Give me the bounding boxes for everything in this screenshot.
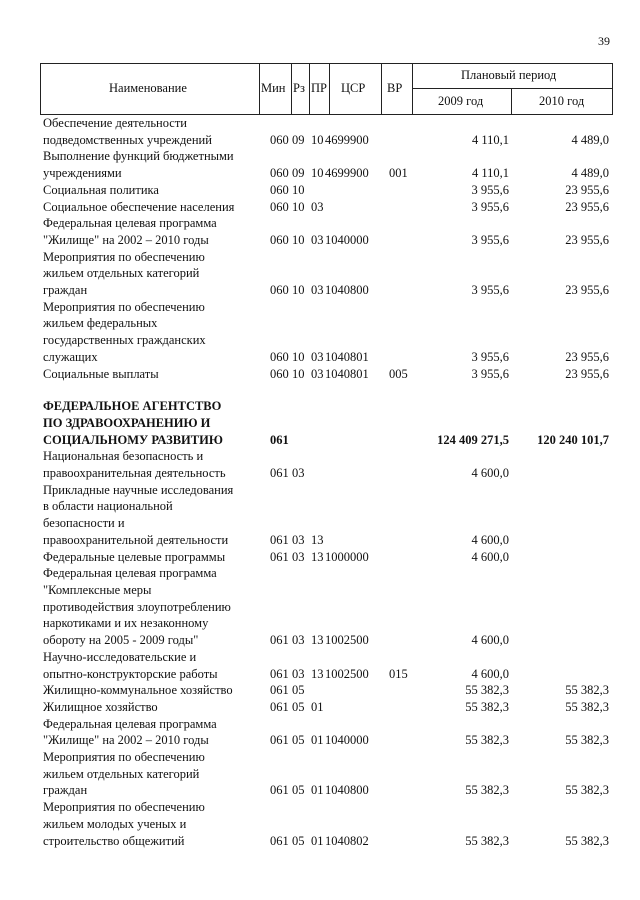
cell-pr: 03	[311, 232, 324, 247]
header-divider	[259, 64, 260, 114]
row-name	[43, 182, 265, 199]
cell-min: 060	[270, 283, 289, 298]
cell-2010: 23 955,6	[565, 232, 609, 247]
row-name-line: противодействия злоупотреблению	[43, 599, 231, 614]
cell-2009: 55 382,3	[465, 683, 509, 698]
cell-2009: 4 110,1	[471, 132, 509, 147]
row-name-line: Мероприятия по обеспечению	[43, 249, 205, 264]
table-row	[0, 649, 640, 682]
table-header	[40, 63, 613, 115]
cell-min: 060	[270, 366, 289, 381]
row-name-line: жильем отдельных категорий	[43, 766, 200, 781]
cell-rz: 05	[292, 699, 305, 714]
header-divider	[511, 88, 512, 114]
cell-min: 061	[270, 666, 289, 681]
row-name-line: ПО ЗДРАВООХРАНЕНИЮ И	[43, 415, 211, 430]
row-name	[43, 199, 265, 216]
row-name-line: в области национальной	[43, 499, 173, 514]
row-name-line: Жилищное хозяйство	[43, 699, 158, 714]
cell-min: 061	[270, 466, 289, 481]
row-name	[43, 565, 265, 649]
cell-csr: 4699900	[325, 132, 369, 147]
row-name	[43, 799, 265, 849]
row-name-line: государственных гражданских	[43, 333, 206, 348]
row-name-line: граждан	[43, 283, 88, 298]
cell-2009: 124 409 271,5	[437, 432, 509, 447]
page-number: 39	[598, 34, 610, 48]
row-name-line: учреждениями	[43, 166, 122, 181]
table-row	[0, 799, 640, 849]
header-pr: ПР	[311, 81, 327, 95]
cell-vr: 001	[389, 166, 408, 181]
cell-rz: 03	[292, 532, 305, 547]
row-name-line: жильем молодых ученых и	[43, 816, 187, 831]
cell-rz: 09	[292, 132, 305, 147]
cell-rz: 03	[292, 549, 305, 564]
row-name-line: "Комплексные меры	[43, 582, 152, 597]
table-row	[0, 549, 640, 566]
row-name-line: Социальные выплаты	[43, 366, 159, 381]
cell-2010: 55 382,3	[565, 783, 609, 798]
cell-min: 061	[270, 699, 289, 714]
row-name-line: жильем отдельных категорий	[43, 266, 200, 281]
cell-2009: 4 600,0	[471, 666, 509, 681]
cell-rz: 05	[292, 783, 305, 798]
table-row	[0, 398, 640, 448]
cell-2010: 23 955,6	[565, 283, 609, 298]
cell-rz: 03	[292, 666, 305, 681]
cell-csr: 1000000	[325, 549, 369, 564]
table-row	[0, 482, 640, 549]
cell-2009: 55 382,3	[465, 783, 509, 798]
row-name	[43, 115, 265, 148]
cell-min: 061	[270, 549, 289, 564]
cell-csr: 1002500	[325, 633, 369, 648]
header-vr: ВР	[387, 81, 403, 95]
cell-pr: 13	[311, 633, 324, 648]
table-row	[0, 699, 640, 716]
header-divider	[412, 88, 612, 89]
table-row	[0, 366, 640, 383]
cell-2009: 4 110,1	[471, 166, 509, 181]
cell-2009: 4 600,0	[471, 549, 509, 564]
cell-pr: 13	[311, 666, 324, 681]
header-divider	[412, 64, 413, 114]
cell-rz: 10	[292, 349, 305, 364]
cell-min: 060	[270, 166, 289, 181]
cell-rz: 09	[292, 166, 305, 181]
row-name-line: Федеральная целевая программа	[43, 566, 217, 581]
cell-2009: 55 382,3	[465, 699, 509, 714]
row-name-line: "Жилище" на 2002 – 2010 годы	[43, 232, 209, 247]
cell-min: 061	[270, 532, 289, 547]
row-name	[43, 215, 265, 248]
cell-2010: 23 955,6	[565, 366, 609, 381]
cell-rz: 05	[292, 833, 305, 848]
row-name	[43, 249, 265, 299]
row-name-line: СОЦИАЛЬНОМУ РАЗВИТИЮ	[43, 432, 223, 447]
cell-vr: 005	[389, 366, 408, 381]
cell-rz: 10	[292, 283, 305, 298]
row-name-line: обороту на 2005 - 2009 годы"	[43, 633, 199, 648]
cell-pr: 01	[311, 733, 324, 748]
cell-pr: 03	[311, 199, 324, 214]
cell-pr: 01	[311, 783, 324, 798]
row-name-line: жильем федеральных	[43, 316, 158, 331]
cell-2009: 3 955,6	[471, 182, 509, 197]
row-name	[43, 682, 265, 699]
cell-min: 061	[270, 432, 289, 447]
row-name-line: Федеральные целевые программы	[43, 549, 226, 564]
cell-min: 061	[270, 683, 289, 698]
cell-2009: 3 955,6	[471, 283, 509, 298]
header-rz: Рз	[293, 81, 305, 95]
cell-2010: 55 382,3	[565, 699, 609, 714]
table-row	[0, 199, 640, 216]
row-name-line: опытно-конструкторские работы	[43, 666, 218, 681]
row-name-line: служащих	[43, 349, 98, 364]
header-divider	[329, 64, 330, 114]
header-divider	[291, 64, 292, 114]
cell-vr: 015	[389, 666, 408, 681]
row-name	[43, 549, 265, 566]
row-name-line: Мероприятия по обеспечению	[43, 800, 205, 815]
cell-rz: 03	[292, 466, 305, 481]
row-name-line: Мероприятия по обеспечению	[43, 750, 205, 765]
cell-2010: 4 489,0	[571, 132, 609, 147]
cell-2009: 4 600,0	[471, 633, 509, 648]
cell-rz: 10	[292, 232, 305, 247]
table-row	[0, 565, 640, 649]
cell-2009: 3 955,6	[471, 199, 509, 214]
row-name	[43, 749, 265, 799]
row-name	[43, 482, 265, 549]
cell-rz: 10	[292, 199, 305, 214]
table-row	[0, 115, 640, 148]
header-csr: ЦСР	[341, 81, 366, 95]
row-name	[43, 148, 265, 181]
cell-2010: 55 382,3	[565, 683, 609, 698]
table-row	[0, 682, 640, 699]
table-row	[0, 749, 640, 799]
row-name-line: правоохранительная деятельность	[43, 466, 226, 481]
cell-2010: 23 955,6	[565, 349, 609, 364]
cell-pr: 03	[311, 366, 324, 381]
row-name-line: Мероприятия по обеспечению	[43, 299, 205, 314]
cell-pr: 03	[311, 349, 324, 364]
cell-2009: 3 955,6	[471, 232, 509, 247]
cell-rz: 10	[292, 366, 305, 381]
cell-2009: 55 382,3	[465, 833, 509, 848]
table-row	[0, 148, 640, 181]
cell-csr: 1040801	[325, 366, 369, 381]
table-row	[0, 249, 640, 299]
row-name-line: подведомственных учреждений	[43, 132, 212, 147]
row-name-line: Выполнение функций бюджетными	[43, 149, 234, 164]
cell-min: 060	[270, 232, 289, 247]
cell-2010: 120 240 101,7	[537, 432, 609, 447]
row-name-line: Обеспечение деятельности	[43, 116, 188, 130]
cell-min: 060	[270, 199, 289, 214]
row-name	[43, 299, 265, 366]
cell-min: 061	[270, 633, 289, 648]
row-name-line: Социальная политика	[43, 182, 159, 197]
cell-rz: 10	[292, 182, 305, 197]
row-name-line: Прикладные научные исследования	[43, 482, 234, 497]
cell-pr: 01	[311, 699, 324, 714]
cell-pr: 13	[311, 549, 324, 564]
cell-2010: 23 955,6	[565, 182, 609, 197]
row-name-line: строительство общежитий	[43, 833, 185, 848]
cell-csr: 1040800	[325, 283, 369, 298]
row-name-line: наркотиками и их незаконному	[43, 616, 209, 631]
cell-csr: 1040802	[325, 833, 369, 848]
row-name-line: безопасности и	[43, 516, 125, 531]
table-row	[0, 299, 640, 366]
cell-2009: 4 600,0	[471, 532, 509, 547]
header-divider	[309, 64, 310, 114]
row-name	[43, 398, 265, 448]
cell-2009: 3 955,6	[471, 366, 509, 381]
cell-2009: 3 955,6	[471, 349, 509, 364]
cell-csr: 1040000	[325, 232, 369, 247]
row-name-line: граждан	[43, 783, 88, 798]
cell-min: 061	[270, 783, 289, 798]
cell-rz: 05	[292, 683, 305, 698]
row-name	[43, 716, 265, 749]
cell-min: 061	[270, 833, 289, 848]
cell-csr: 1040000	[325, 733, 369, 748]
cell-min: 060	[270, 349, 289, 364]
row-name-line: Федеральная целевая программа	[43, 216, 217, 231]
row-name-line: "Жилище" на 2002 – 2010 годы	[43, 733, 209, 748]
cell-csr: 1040801	[325, 349, 369, 364]
row-name-line: Научно-исследовательские и	[43, 649, 197, 664]
row-name	[43, 366, 265, 383]
header-year-2009: 2009 год	[438, 94, 484, 108]
cell-2010: 4 489,0	[571, 166, 609, 181]
cell-pr: 10	[311, 166, 324, 181]
table-row	[0, 215, 640, 248]
table-body	[0, 115, 640, 849]
table-row	[0, 716, 640, 749]
cell-csr: 1040800	[325, 783, 369, 798]
cell-2010: 23 955,6	[565, 199, 609, 214]
row-name	[43, 649, 265, 682]
cell-2010: 55 382,3	[565, 733, 609, 748]
header-planned-period: Плановый период	[461, 68, 557, 82]
cell-rz: 03	[292, 633, 305, 648]
cell-min: 061	[270, 733, 289, 748]
table-row	[0, 182, 640, 199]
header-year-2010: 2010 год	[539, 94, 585, 108]
row-name-line: Социальное обеспечение населения	[43, 199, 235, 214]
cell-pr: 03	[311, 283, 324, 298]
cell-csr: 1002500	[325, 666, 369, 681]
row-name-line: правоохранительной деятельности	[43, 532, 229, 547]
row-name	[43, 699, 265, 716]
row-name	[43, 448, 265, 481]
header-name: Наименование	[109, 81, 187, 95]
header-min: Мин	[261, 81, 286, 95]
cell-min: 060	[270, 182, 289, 197]
cell-2010: 55 382,3	[565, 833, 609, 848]
row-name-line: Национальная безопасность и	[43, 449, 204, 464]
header-divider	[381, 64, 382, 114]
cell-csr: 4699900	[325, 166, 369, 181]
cell-rz: 05	[292, 733, 305, 748]
cell-pr: 10	[311, 132, 324, 147]
cell-2009: 55 382,3	[465, 733, 509, 748]
row-name-line: ФЕДЕРАЛЬНОЕ АГЕНТСТВО	[43, 399, 222, 414]
row-name-line: Федеральная целевая программа	[43, 716, 217, 731]
cell-2009: 4 600,0	[471, 466, 509, 481]
cell-min: 060	[270, 132, 289, 147]
cell-pr: 01	[311, 833, 324, 848]
table-row	[0, 448, 640, 481]
row-name-line: Жилищно-коммунальное хозяйство	[43, 683, 233, 698]
cell-pr: 13	[311, 532, 324, 547]
